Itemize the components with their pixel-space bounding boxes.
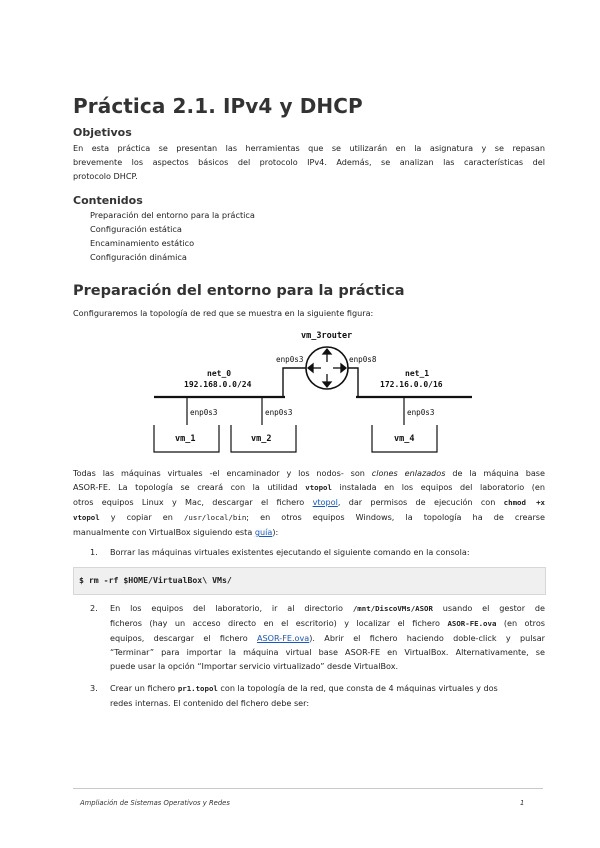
page-title: Práctica 2.1. IPv4 y DHCP — [73, 94, 363, 118]
toc-item-config-dinamica[interactable]: Configuración dinámica — [90, 252, 187, 262]
step-1 — [73, 545, 545, 559]
objetivos-line-2: brevemente los aspectos básicos del protocolo IPv4. Además, se analizan las características del — [73, 157, 545, 167]
para2-line-2: ASOR-FE. La topología se creará con la utilidad vtopol instalada en los equipos del laboratorio (en — [73, 482, 546, 492]
code-topol-file: pr1.topol — [177, 684, 218, 693]
net0-addr: 192.168.0.0/24 — [184, 380, 252, 389]
step-2-line-2: ficheros (hay un acceso directo en el escritorio) y localizar el fichero ASOR-FE.ova (en otros — [110, 618, 545, 628]
objetivos-line-1: En esta práctica se presentan las herramientas que se utilizarán en la asignatura y se repasan — [73, 143, 545, 153]
para2-line-1: Todas las máquinas virtuales -el encaminador y los nodos- son clones enlazados de la máquina base — [73, 468, 545, 478]
code-mnt-path: /mnt/DiscoVMs/ASOR — [352, 604, 433, 613]
para2-line-4: vtopol y copiar en /usr/local/bin; en otros equipos Windows, la topología ha de crearse — [73, 512, 545, 522]
objetivos-heading: Objetivos — [73, 126, 132, 139]
objetivos-text — [73, 141, 545, 183]
section-intro: Configuraremos la topología de red que se muestra en la siguiente figura: — [73, 308, 374, 318]
code-vtopol: vtopol — [305, 483, 332, 492]
net1-name: net_1 — [405, 369, 430, 378]
step-2-line-1: En los equipos del laboratorio, ir al directorio /mnt/DiscoVMs/ASOR usando el gestor de — [110, 603, 545, 613]
net0-name: net_0 — [207, 369, 232, 378]
vm1-label: vm_1 — [175, 434, 196, 444]
code-vtopol-2: vtopol — [73, 513, 100, 522]
vm2-if-label: enp0s3 — [265, 408, 293, 417]
step-2-line-5: puede usar la opción “Importar servicio virtualizado” desde VirtualBox. — [110, 661, 399, 671]
step-1-text: Borrar las máquinas virtuales existentes ejecutando el siguiente comando en la consola: — [110, 547, 470, 557]
footer-divider — [73, 788, 543, 789]
vm1-if-label: enp0s3 — [190, 408, 218, 417]
step-3 — [73, 681, 545, 709]
code-ova-file: ASOR-FE.ova — [447, 619, 497, 628]
step-3-text — [110, 681, 545, 710]
code-chmod: chmod +x — [503, 498, 545, 507]
step-3-number: 3. — [90, 683, 98, 693]
guia-link[interactable]: guía — [254, 527, 273, 537]
code-command: $ rm -rf $HOME/VirtualBox\ VMs/ — [79, 575, 232, 585]
router-if-left-label: enp0s3 — [276, 355, 304, 364]
topology-paragraph — [73, 466, 545, 539]
vtopol-link[interactable]: vtopol — [312, 497, 338, 507]
para2-line-3: otros equipos Linux y Mac, descargar el fichero vtopol, dar permisos de ejecución con chmod +x — [73, 497, 545, 507]
router-if-right-label: enp0s8 — [349, 355, 377, 364]
code-block — [73, 567, 546, 595]
toc-item-encaminamiento[interactable]: Encaminamiento estático — [90, 238, 195, 248]
step-3-line-1: Crear un fichero pr1.topol con la topología de la red, que consta de 4 máquinas virtuales y dos — [110, 683, 498, 693]
step-2-line-4: “Terminar” para importar la máquina virtual base ASOR-FE en VirtualBox. Alternativamente, se — [110, 647, 545, 657]
vm4-label: vm_4 — [394, 434, 415, 444]
net1-addr: 172.16.0.0/16 — [380, 380, 443, 389]
toc-item-config-estatica[interactable]: Configuración estática — [90, 224, 182, 234]
ova-link[interactable]: ASOR-FE.ova — [256, 633, 310, 643]
step-2-line-3: equipos, descargar el fichero ASOR-FE.ova). Abrir el fichero haciendo doble-click y pulsar — [110, 633, 545, 643]
para2-line-5: manualmente con VirtualBox siguiendo esta guía): — [73, 527, 279, 537]
toc-item-preparacion[interactable]: Preparación del entorno para la práctica — [90, 210, 255, 220]
clones-enlazados: clones enlazados — [371, 468, 446, 478]
contenidos-list — [90, 208, 255, 264]
step-2 — [73, 601, 545, 671]
code-usr-local-bin: /usr/local/bin — [183, 513, 247, 522]
step-2-text — [110, 601, 545, 673]
footer-course: Ampliación de Sistemas Operativos y Redes — [80, 799, 230, 807]
step-3-line-2: redes internas. El contenido del fichero debe ser: — [110, 698, 310, 708]
objetivos-line-3: protocolo DHCP. — [73, 171, 138, 181]
vm4-if-label: enp0s3 — [407, 408, 435, 417]
footer-page-number: 1 — [520, 799, 525, 807]
contenidos-heading: Contenidos — [73, 194, 143, 207]
vm2-label: vm_2 — [251, 434, 272, 444]
section-heading-preparacion: Preparación del entorno para la práctica — [73, 283, 405, 299]
router-label: vm_3router — [301, 331, 353, 341]
network-diagram — [0, 320, 600, 460]
step-1-number: 1. — [90, 547, 98, 557]
step-2-number: 2. — [90, 603, 98, 613]
